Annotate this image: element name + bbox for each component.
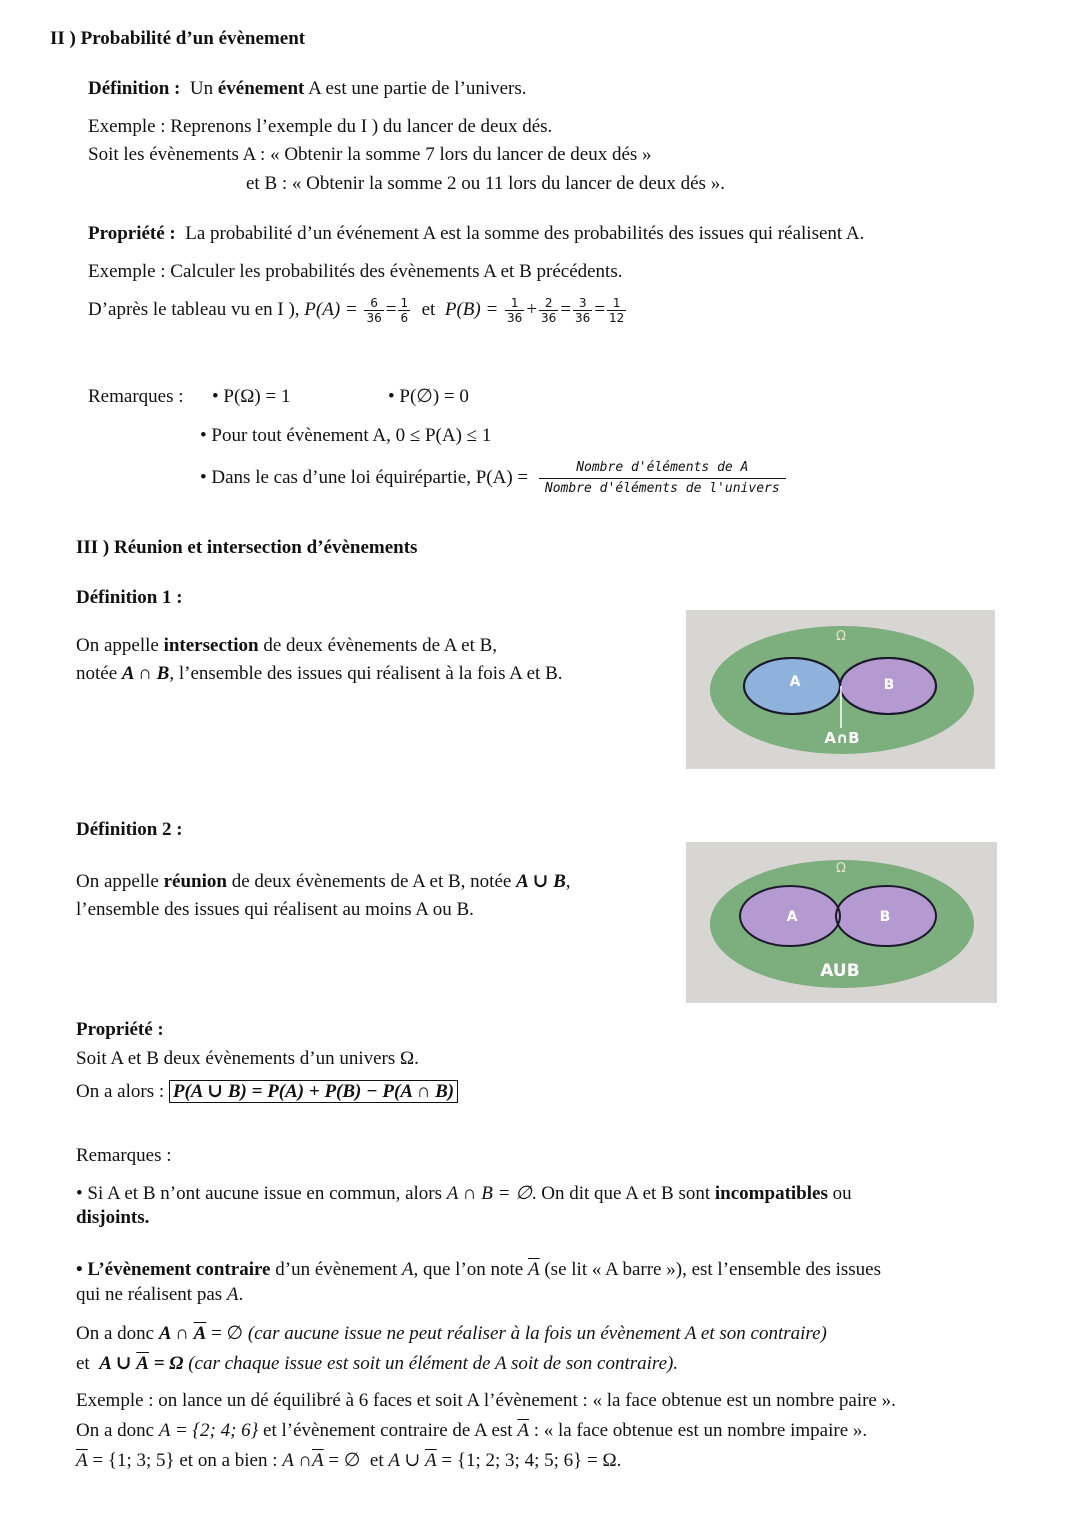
remark-equiprobable [200,458,786,499]
definition1-line1: On appelle intersection de deux évènements de A et B, [76,635,498,656]
remarks-label: Remarques : [76,1145,172,1166]
example1-line3: et B : « Obtenir la somme 2 ou 11 lors du lancer de deux dés ». [246,173,725,194]
example2-line2: D’après le tableau vu en I ), P(A) = $\frac{6}{36}$ = $\frac{1}{6}$ et P(B) = $\frac{1}{36}$ + $\frac{2}{36}$ = $\frac{3}{36}$ = $\frac{1}{12}$ [88,296,625,325]
definition1-line2: notée A ∩ B, l’ensemble des issues qui réalisent à la fois A et B. [76,663,563,684]
fraction: $\frac{2}{36}$ [541,296,557,325]
text: Un [189,78,214,99]
example1-line2: Soit les évènements A : « Obtenir la somme 7 lors du lancer de deux dés » [88,144,652,165]
omega-label: Ω [836,629,846,644]
property-label: Propriété : [76,1019,164,1040]
union-label: AUB [820,961,860,981]
remark-bounds: • Pour tout évènement A, 0 ≤ P(A) ≤ 1 [200,425,492,446]
section3-title: III ) Réunion et intersection d’évènements [76,537,418,558]
boxed-formula: P(A ∪ B) = P(A) + P(B) − P(A ∩ B) [169,1080,458,1103]
definition1-label: Définition 1 : [76,587,183,608]
fraction: $\frac{1}{36}$ [507,296,523,325]
example-line2: On a donc A = {2; 4; 6} et l’évènement contraire de A est $\overline{A}$ : « la face obtenue est un nombre impaire ». [76,1420,868,1441]
definition2-line2: l’ensemble des issues qui réalisent au moins A ou B. [76,899,474,920]
section2-title: II ) Probabilité d’un évènement [50,28,306,49]
text: • Dans le cas d’une loi équirépartie, P(A) = [200,466,529,488]
venn-intersection-diagram [686,610,995,769]
remarks-label: Remarques : [88,386,184,407]
definition2-line1: On appelle réunion de deux évènements de A et B, notée A ∪ B, [76,871,571,892]
fraction: $\frac{3}{36}$ [575,296,591,325]
example-line3: $\overline{A} = \{1$; 3; 5} et on a bien : A $\cap\overline{A}$ = ∅ et A ∪ $\overline{A} = \{1$; 2; 3; 4; 5; 6} = Ω. [76,1450,622,1471]
example1-line1: Exemple : Reprenons l’exemple du I ) du lancer de deux dés. [88,116,553,137]
property-text: La probabilité d’un événement A est la somme des probabilités des issues qui réalisent A. [185,223,865,244]
example2-line1: Exemple : Calculer les probabilités des évènements A et B précédents. [88,261,623,282]
intersection-label: A∩B [824,729,860,747]
set-a-label: A [786,909,798,925]
remark-incompatible-line2: disjoints. [76,1207,150,1228]
definition2-label: Définition 2 : [76,819,183,840]
property-line1: Soit A et B deux évènements d’un univers Ω. [76,1048,419,1069]
text: A est une partie de l’univers. [308,78,527,99]
complement-intersection-line: On a donc A ∩ $\overline{A}$ = ∅ (car aucune issue ne peut réaliser à la fois un évènement A et son contraire) [76,1323,827,1344]
remark-incompatible-line1: • Si A et B n’ont aucune issue en commun, alors A ∩ B = ∅. On dit que A et B sont incompatibles ou [76,1183,852,1204]
math-pa: P(A) = [304,298,358,320]
remark-complement-line2: qui ne réalisent pas A. [76,1284,244,1305]
remark-p-omega: • P(Ω) = 1 [212,386,291,407]
property-label: Propriété : [88,223,176,244]
remark-complement-line1: • L’évènement contraire d’un évènement A, que l’on note $\overline{A}$ (se lit « A barre »), est l’ensemble des issues [76,1259,882,1280]
complement-union-line: et A ∪ $\overline{A} = \Omega$ (car chaque issue est soit un élément de A soit de son contraire). [76,1353,679,1374]
property-line2: On a alors : P(A ∪ B) = P(A) + P(B) − P(A ∩ B) [76,1081,458,1104]
remark-p-empty: • P(∅) = 0 [388,386,469,407]
bold-term: événement [217,78,305,99]
fraction: $\frac{1}{6}$ [400,296,409,325]
text: et [421,298,436,320]
set-b-label: B [879,909,891,925]
fraction: $\frac{6}{36}$ [366,296,382,325]
fraction: Nombre d'éléments de A Nombre d'éléments de l'univers [539,458,786,499]
venn-union-diagram [686,842,997,1003]
set-a-label: A [789,674,801,690]
math-pb: P(B) = [444,298,499,320]
definition-line [88,78,527,101]
omega-label: Ω [836,861,846,876]
text: D’après le tableau vu en I ), [88,298,300,320]
set-b-label: B [883,677,895,693]
fraction: $\frac{1}{12}$ [609,296,625,325]
property-line [88,223,864,246]
definition-label: Définition : [88,78,181,99]
example-line1: Exemple : on lance un dé équilibré à 6 faces et soit A l’évènement : « la face obtenue est un nombre paire ». [76,1390,896,1411]
